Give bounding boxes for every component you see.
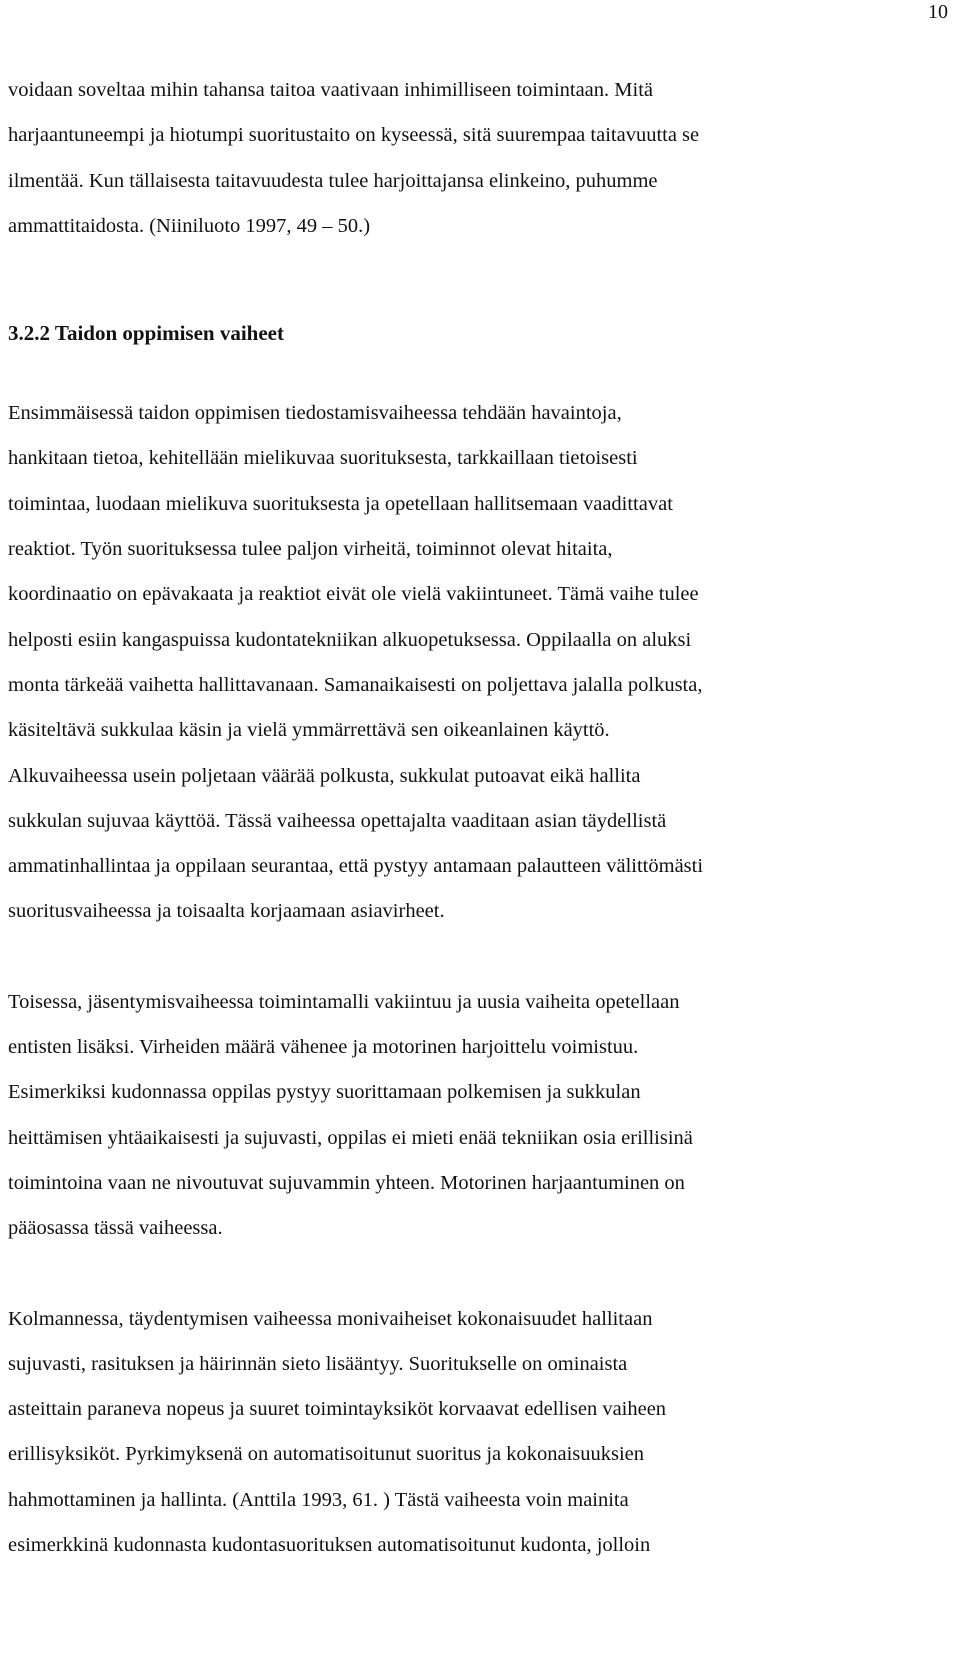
text-line: ammattitaidosta. (Niiniluoto 1997, 49 – 50.) <box>8 214 371 237</box>
document-body <box>8 68 928 1568</box>
paragraph-first-phase <box>8 391 928 935</box>
text-line: harjaantuneempi ja hiotumpi suoritustaito on kyseessä, sitä suurempaa taitavuutta se <box>8 124 700 147</box>
section-heading: 3.2.2 Taidon oppimisen vaiheet <box>8 321 284 346</box>
spacer <box>8 249 928 311</box>
text-line: helposti esiin kangaspuissa kudontatekniikan alkuopetuksessa. Oppilaalla on aluksi <box>8 628 692 651</box>
text-line: Alkuvaiheessa usein poljetaan väärää polkusta, sukkulat putoavat eikä hallita <box>8 764 641 787</box>
text-line: heittämisen yhtäaikaisesti ja sujuvasti, oppilas ei mieti enää tekniikan osia erillisinä <box>8 1126 693 1149</box>
text-line: esimerkkinä kudonnasta kudontasuorituksen automatisoitunut kudonta, jolloin <box>8 1534 651 1557</box>
intro-paragraph <box>8 68 928 249</box>
text-line: Ensimmäisessä taidon oppimisen tiedostamisvaiheessa tehdään havaintoja, <box>8 402 622 425</box>
spacer <box>8 935 928 980</box>
text-line: ilmentää. Kun tällaisesta taitavuudesta tulee harjoittajansa elinkeino, puhumme <box>8 169 658 192</box>
spacer <box>8 356 928 391</box>
paragraph-third-phase <box>8 1297 928 1569</box>
text-line: pääosassa tässä vaiheessa. <box>8 1217 223 1240</box>
text-line: ammatinhallintaa ja oppilaan seurantaa, että pystyy antamaan palautteen välittömästi <box>8 855 704 878</box>
text-line: käsiteltävä sukkulaa käsin ja vielä ymmärrettävä sen oikeanlainen käyttö. <box>8 719 610 742</box>
text-line: reaktiot. Työn suorituksessa tulee paljon virheitä, toiminnot olevat hitaita, <box>8 538 613 561</box>
text-line: monta tärkeää vaihetta hallittavanaan. Samanaikaisesti on poljettava jalalla polkusta, <box>8 673 703 696</box>
text-line: koordinaatio on epävakaata ja reaktiot eivät ole vielä vakiintuneet. Tämä vaihe tulee <box>8 583 699 606</box>
text-line: hankitaan tietoa, kehitellään mielikuvaa suorituksesta, tarkkaillaan tietoisesti <box>8 447 638 470</box>
text-line: toimintoina vaan ne nivoutuvat sujuvammin yhteen. Motorinen harjaantuminen on <box>8 1171 685 1194</box>
text-line: Kolmannessa, täydentymisen vaiheessa monivaiheiset kokonaisuudet hallitaan <box>8 1307 653 1330</box>
text-line: Esimerkiksi kudonnassa oppilas pystyy suorittamaan polkemisen ja sukkulan <box>8 1081 641 1104</box>
text-line: sujuvasti, rasituksen ja häirinnän sieto lisääntyy. Suoritukselle on ominaista <box>8 1352 628 1375</box>
text-line: entisten lisäksi. Virheiden määrä vähenee ja motorinen harjoittelu voimistuu. <box>8 1036 639 1059</box>
page-number: 10 <box>928 1 948 23</box>
text-line: voidaan soveltaa mihin tahansa taitoa vaativaan inhimilliseen toimintaan. Mitä <box>8 79 653 101</box>
text-line: suoritusvaiheessa ja toisaalta korjaamaan asiavirheet. <box>8 900 445 923</box>
text-line: erillisyksiköt. Pyrkimyksenä on automatisoitunut suoritus ja kokonaisuuksien <box>8 1443 645 1466</box>
text-line: toimintaa, luodaan mielikuva suorituksesta ja opetellaan hallitsemaan vaadittavat <box>8 492 673 515</box>
text-line: sukkulan sujuvaa käyttöä. Tässä vaiheessa opettajalta vaaditaan asian täydellistä <box>8 809 667 832</box>
text-line: hahmottaminen ja hallinta. (Anttila 1993, 61. ) Tästä vaiheesta voin mainita <box>8 1488 629 1511</box>
spacer <box>8 1252 928 1297</box>
paragraph-second-phase <box>8 980 928 1252</box>
text-line: asteittain paraneva nopeus ja suuret toimintayksiköt korvaavat edellisen vaiheen <box>8 1398 667 1421</box>
text-line: Toisessa, jäsentymisvaiheessa toimintamalli vakiintuu ja uusia vaiheita opetellaan <box>8 990 680 1013</box>
